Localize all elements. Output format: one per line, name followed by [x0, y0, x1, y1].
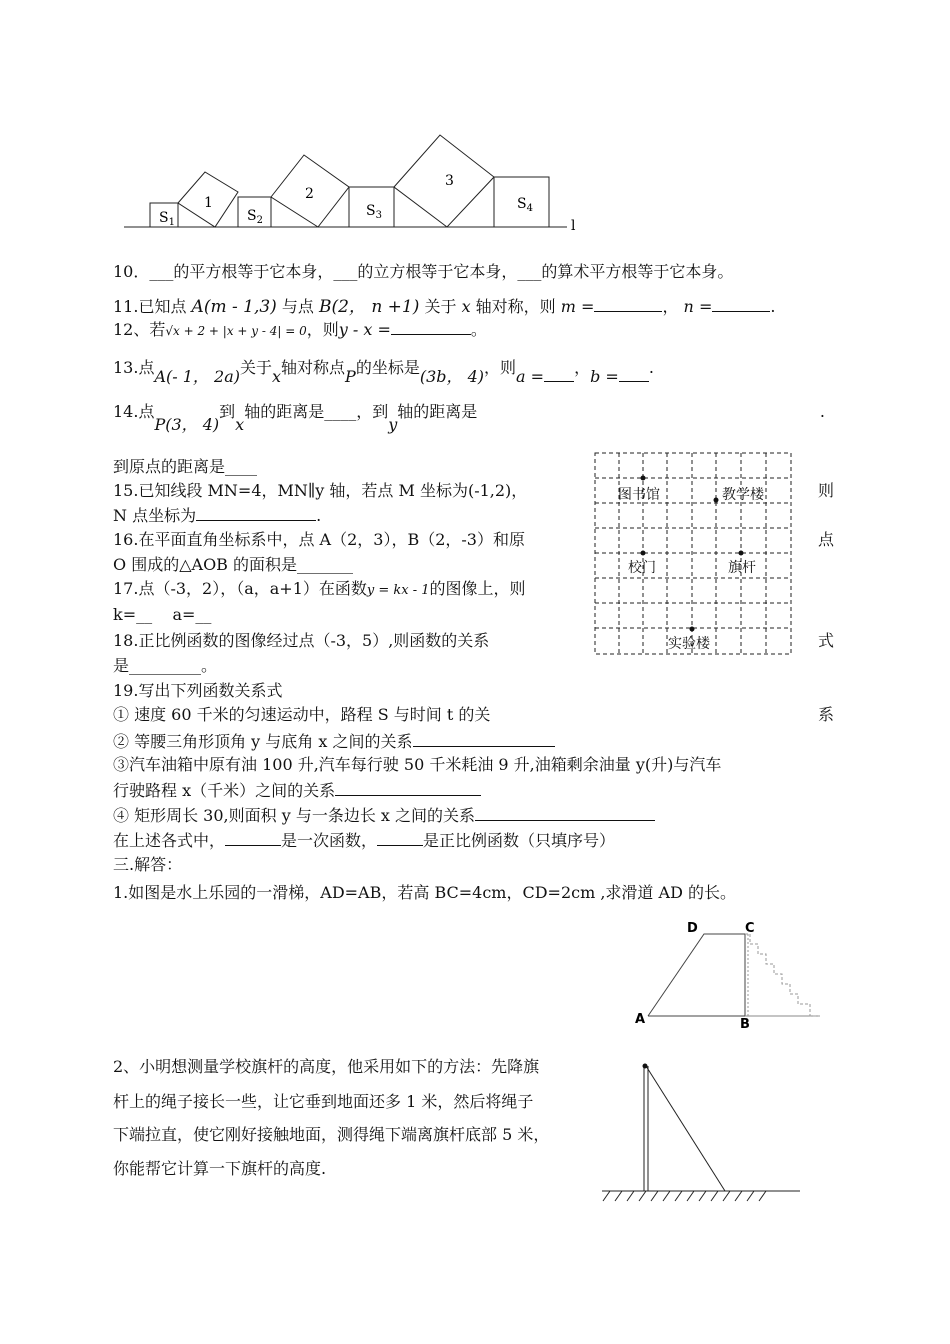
question-19-summary: 在上述各式中， 是一次函数， 是正比例函数（只填序号）	[113, 831, 616, 850]
map-label-gate: 校门	[628, 560, 656, 576]
answer-blank-19-4[interactable]	[475, 805, 655, 821]
question-18-a-end: 式	[818, 631, 835, 650]
label-s3: $S_3$	[366, 203, 382, 221]
question-19-3b: 行驶路程 x（千米）之间的关系	[113, 780, 481, 801]
question-14: 14.点P(3， 4)到x轴的距离是____，到y轴的距离是 .	[113, 402, 825, 434]
section-3-title: 三.解答：	[113, 855, 183, 874]
problem-2-line-4: 你能帮它计算一下旗杆的高度.	[113, 1159, 327, 1178]
question-14-cont: 到原点的距离是____	[113, 457, 258, 476]
question-19-3a: ③汽车油箱中原有油 100 升,汽车每行驶 50 千米耗油 9 升,油箱剩余油量 y(升)与汽车	[113, 755, 722, 774]
label-tilted-3: 3	[445, 173, 454, 189]
question-15-a-end: 则	[818, 481, 835, 500]
label-s2: $S_2$	[247, 208, 263, 226]
question-11: 11.已知点 A(m - 1,3) 与点 B(2， n +1) 关于 x 轴对称，则 m = ， n = .	[113, 297, 776, 317]
slide-label-a: A	[635, 1012, 646, 1027]
problem-1: 1.如图是水上乐园的一滑梯，AD=AB，若高 BC=4cm，CD=2cm ,求滑道 AD 的长。	[113, 883, 736, 902]
question-19-1-end: 系	[818, 705, 835, 724]
question-15-a: 15.已知线段 MN=4，MN∥y 轴，若点 M 坐标为(-1,2)，	[113, 481, 528, 500]
question-18-b: 是_________。	[113, 656, 218, 675]
answer-blank-proportional[interactable]	[377, 830, 423, 846]
map-label-library: 图书馆	[618, 487, 660, 503]
squares-figure	[120, 130, 590, 235]
problem-2-line-2: 杆上的绳子接长一些，让它垂到地面还多 1 米，然后将绳子	[113, 1092, 534, 1111]
label-s1: $S_1$	[159, 210, 175, 228]
question-15-b: N 点坐标为 .	[113, 506, 322, 525]
slide-label-d: D	[687, 921, 698, 936]
flagpole-figure	[600, 1058, 805, 1208]
question-19-4: ④ 矩形周长 30,则面积 y 与一条边长 x 之间的关系	[113, 805, 655, 826]
problem-2-line-1: 2、小明想测量学校旗杆的高度，他采用如下的方法：先降旗	[113, 1057, 540, 1076]
label-tilted-2: 2	[305, 186, 314, 202]
answer-blank-linear[interactable]	[225, 830, 281, 846]
map-point-teaching	[714, 498, 719, 503]
answer-blank-19-2[interactable]	[413, 731, 555, 747]
answer-blank-m[interactable]	[594, 296, 662, 312]
answer-blank-b[interactable]	[619, 366, 649, 382]
slide-label-b: B	[740, 1017, 750, 1032]
question-10: 10．___的平方根等于它本身，___的立方根等于它本身，___的算术平方根等于它本身。	[113, 262, 734, 281]
slide-figure	[630, 918, 830, 1033]
label-line-l: l	[571, 218, 576, 234]
map-grid-figure	[594, 450, 794, 658]
question-13: 13.点A(- 1， 2a)关于x轴对称点P的坐标是(3b， 4)，则a = ，b = .	[113, 358, 654, 386]
map-label-flag: 旗杆	[728, 560, 756, 576]
map-point-library	[641, 476, 646, 481]
answer-blank-a[interactable]	[544, 366, 574, 382]
question-12: 12、若√x + 2 + |x + y - 4| = 0，则y - x = 。	[113, 320, 487, 339]
answer-blank-12[interactable]	[391, 319, 471, 335]
question-16-a: 16.在平面直角坐标系中，点 A（2，3），B（2，-3）和原	[113, 530, 525, 549]
question-18-a: 18.正比例函数的图像经过点（-3，5）,则函数的关系	[113, 631, 490, 650]
map-point-flag	[739, 551, 744, 556]
question-19-1: ① 速度 60 千米的匀速运动中，路程 S 与时间 t 的关	[113, 705, 491, 724]
question-19-2: ② 等腰三角形顶角 y 与底角 x 之间的关系	[113, 731, 555, 752]
label-tilted-1: 1	[204, 195, 213, 211]
answer-blank-15[interactable]	[196, 505, 316, 521]
slide-label-c: C	[745, 921, 755, 936]
map-label-lab: 实验楼	[668, 636, 710, 652]
question-16-b: O 围成的△AOB 的面积是_______	[113, 555, 354, 574]
map-point-gate	[641, 551, 646, 556]
map-label-teaching: 教学楼	[722, 487, 764, 503]
map-point-lab	[690, 627, 695, 632]
question-17-a: 17.点（-3，2），（a，a+1）在函数y = kx - 1的图像上，则	[113, 579, 526, 598]
problem-2-line-3: 下端拉直，使它刚好接触地面，测得绳下端离旗杆底部 5 米，	[113, 1125, 550, 1144]
answer-blank-n[interactable]	[712, 296, 770, 312]
tilted-square-3	[394, 135, 494, 227]
question-19: 19.写出下列函数关系式	[113, 681, 283, 700]
question-16-a-end: 点	[818, 530, 835, 549]
question-17-b: k=__ a=__	[113, 605, 212, 624]
answer-blank-19-3[interactable]	[335, 780, 481, 796]
label-s4: $S_4$	[517, 196, 533, 214]
